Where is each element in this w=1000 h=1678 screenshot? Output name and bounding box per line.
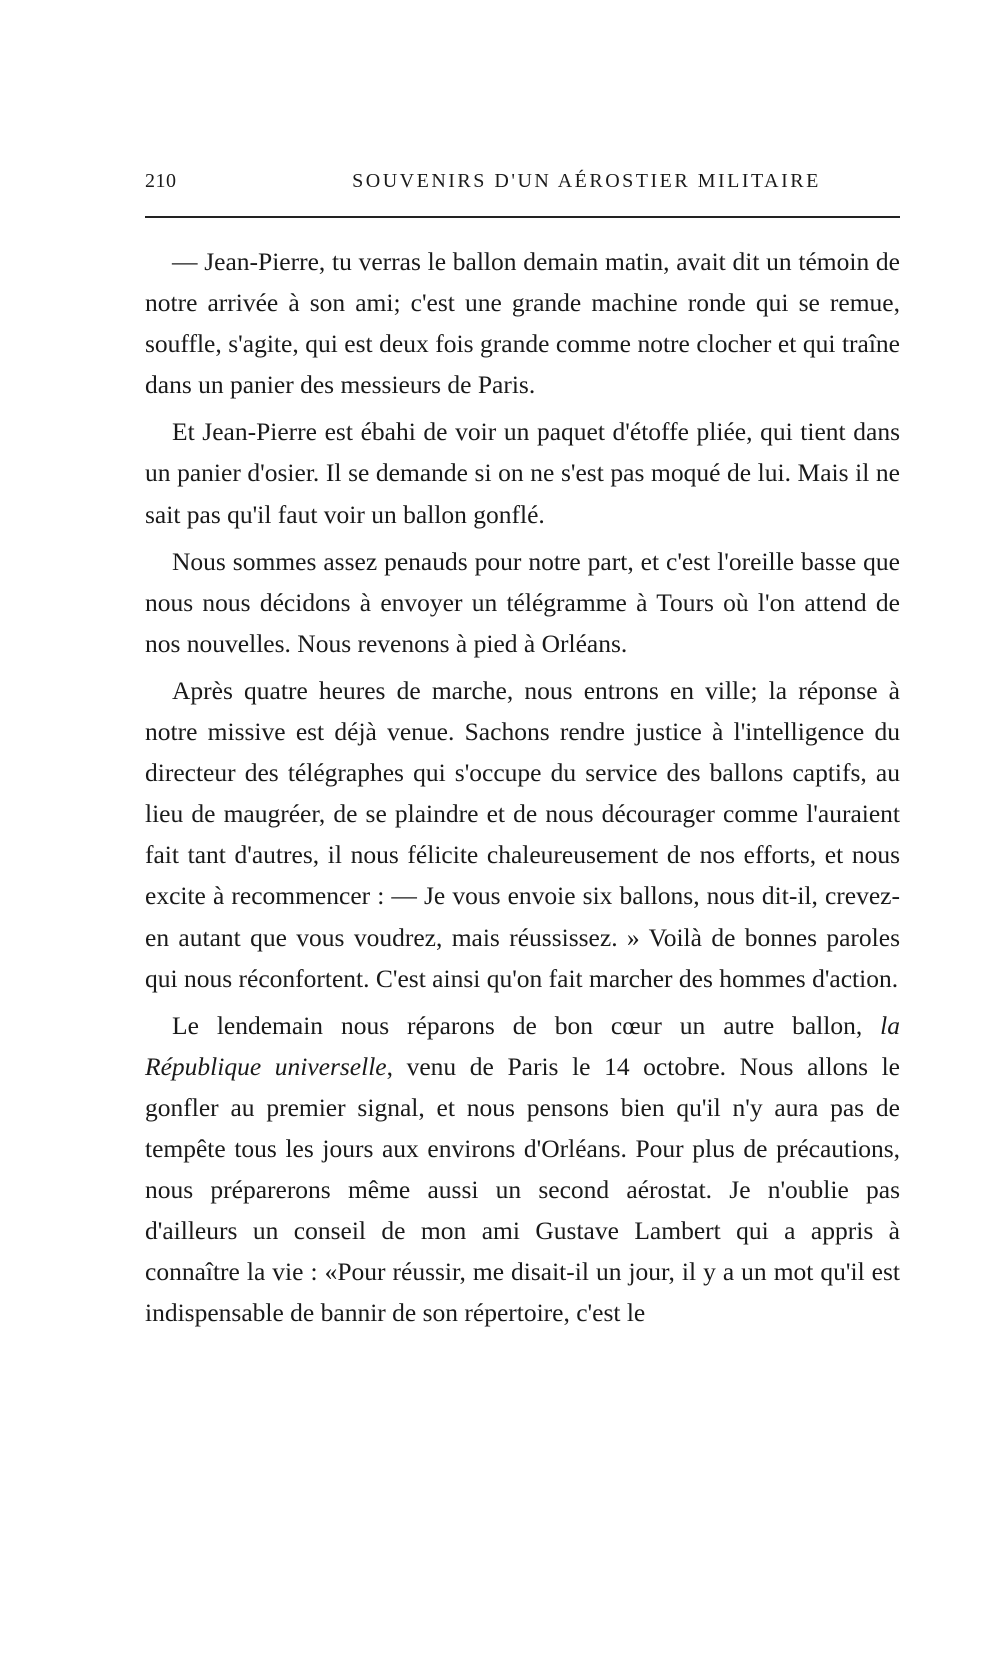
running-head	[145, 170, 900, 200]
header-rule	[145, 216, 900, 218]
paragraph: — Jean-Pierre, tu verras le ballon demain matin, avait dit un témoin de notre arrivée à son ami; c'est une grande machine ronde qui se remue, souffle, s'agite, qui est deux fois grande comme notre clocher et qui traîne dans un panier des messieurs de Paris.	[145, 247, 900, 400]
paragraph: Nous sommes assez penauds pour notre part, et c'est l'oreille basse que nous nous décidons à envoyer un télégramme à Tours où l'on attend de nos nouvelles. Nous revenons à pied à Orléans.	[145, 546, 900, 658]
paragraph	[145, 1005, 900, 1334]
paragraph-text: Le lendemain nous réparons de bon cœur un autre ballon,	[172, 1010, 881, 1040]
running-title: SOUVENIRS D'UN AÉROSTIER MILITAIRE	[352, 170, 821, 192]
paragraph-text: , venu de Paris le 14 octobre. Nous allons le gonfler au premier signal, et nous pensons bien qu'il n'y aura pas de tempête tous les jours aux environs d'Orléans. Pour plus de précautions, nous préparerons même aussi un second aérostat. Je n'oublie pas d'ailleurs un conseil de mon ami Gustave Lambert qui a appris à connaître la vie : «Pour réussir, me disait-il un jour, il y a un mot qu'il est indispensable de bannir de son répertoire, c'est le	[145, 1051, 900, 1328]
body-text	[145, 241, 900, 1333]
ship-name: la République universelle	[145, 1010, 900, 1081]
page-number: 210	[145, 170, 177, 192]
paragraph: Et Jean-Pierre est ébahi de voir un paquet d'étoffe pliée, qui tient dans un panier d'osier. Il se demande si on ne s'est pas moqué de lui. Mais il ne sait pas qu'il faut voir un ballon gonflé.	[145, 417, 900, 529]
paragraph: Après quatre heures de marche, nous entrons en ville; la réponse à notre missive est déjà venue. Sachons rendre justice à l'intelligence du directeur des télégraphes qui s'occupe du service des ballons captifs, au lieu de maugréer, de se plaindre et de nous décourager comme l'auraient fait tant d'autres, il nous félicite chaleureusement de nos efforts, et nous excite à recommencer : — Je vous envoie six ballons, nous dit-il, crevez-en autant que vous voudrez, mais réussissez. » Voilà de bonnes paroles qui nous réconfortent. C'est ainsi qu'on fait marcher des hommes d'action.	[145, 675, 900, 993]
